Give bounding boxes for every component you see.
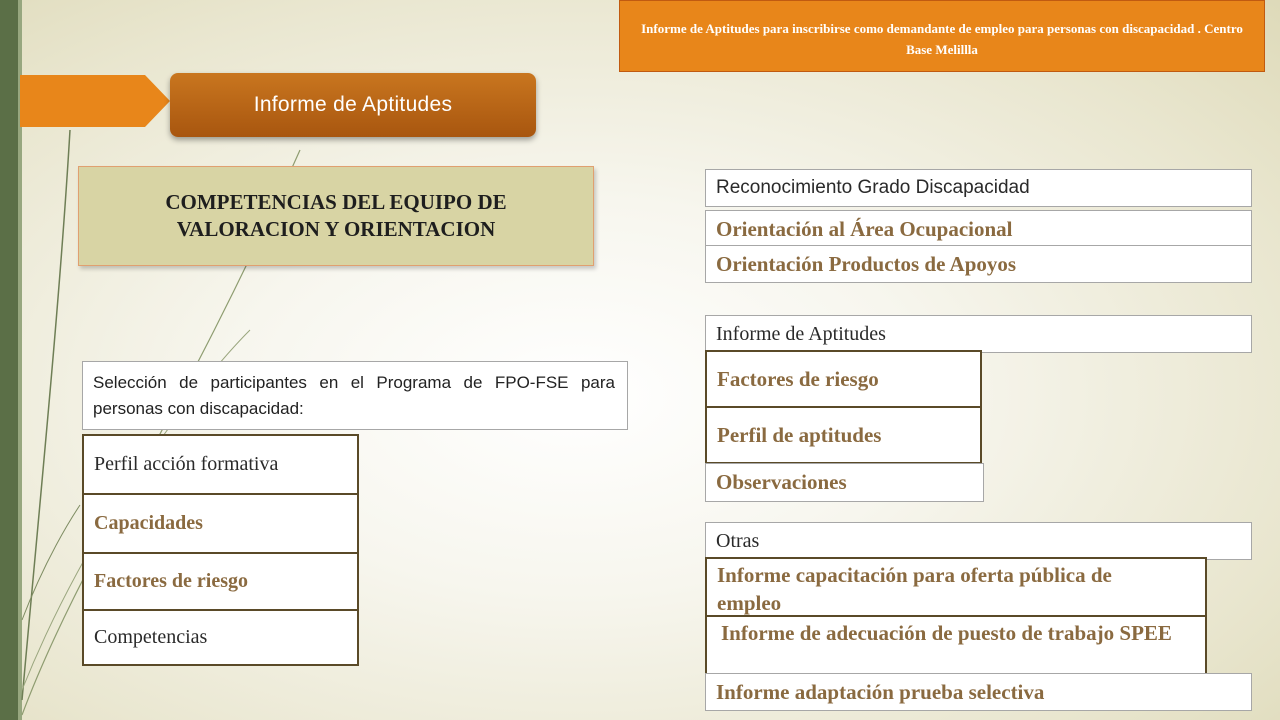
- left-item-capacidades: [82, 493, 359, 554]
- left-item-label: Capacidades: [94, 512, 203, 534]
- right-item-label: Factores de riesgo: [717, 366, 879, 391]
- right-item-label: Orientación Productos de Apoyos: [716, 251, 1017, 276]
- right-item-adecuacion: [705, 615, 1207, 675]
- top-banner: Informe de Aptitudes para inscribirse como demandante de empleo para personas con discapacidad . Centro Base Melillla: [619, 0, 1265, 72]
- right-item-capacitacion: [705, 557, 1207, 617]
- right-item-observaciones: [705, 463, 984, 502]
- left-item-label: Perfil acción formativa: [94, 453, 279, 475]
- left-item-perfil-accion: [82, 434, 359, 495]
- left-item-competencias: [82, 609, 359, 666]
- right-item-label: Reconocimiento Grado Discapacidad: [716, 177, 1030, 198]
- right-item-factores-riesgo: [705, 350, 982, 408]
- right-item-adaptacion: [705, 673, 1252, 711]
- seleccion-text-box: Selección de participantes en el Programa de FPO-FSE para personas con discapacidad:: [82, 361, 628, 430]
- competencias-heading: [78, 166, 594, 266]
- left-item-label: Competencias: [94, 626, 208, 648]
- right-item-reconocimiento: [705, 169, 1252, 207]
- header-arrow-shape: [20, 75, 170, 127]
- right-item-label: Informe adaptación prueba selectiva: [716, 679, 1045, 704]
- right-item-label: Orientación al Área Ocupacional: [716, 216, 1013, 241]
- right-item-label: Informe de Aptitudes: [716, 322, 886, 345]
- right-item-perfil-aptitudes: [705, 406, 982, 464]
- right-item-orientacion-productos: [705, 245, 1252, 283]
- right-item-orientacion-area: [705, 210, 1252, 248]
- right-item-otras: [705, 522, 1252, 560]
- right-item-informe-aptitudes: [705, 315, 1252, 353]
- left-item-factores-riesgo: [82, 552, 359, 611]
- right-item-label: Otras: [716, 529, 760, 552]
- left-item-label: Factores de riesgo: [94, 570, 249, 592]
- right-item-label: Observaciones: [716, 470, 847, 494]
- competencias-title: COMPETENCIAS DEL EQUIPO DE VALORACION Y ORIENTACION: [165, 190, 507, 241]
- right-item-label: Informe capacitación para oferta pública de empleo: [717, 563, 1112, 615]
- right-item-label: Perfil de aptitudes: [717, 422, 882, 447]
- right-item-label: Informe de adecuación de puesto de trabajo SPEE: [721, 621, 1172, 645]
- page-title: Informe de Aptitudes: [170, 73, 536, 137]
